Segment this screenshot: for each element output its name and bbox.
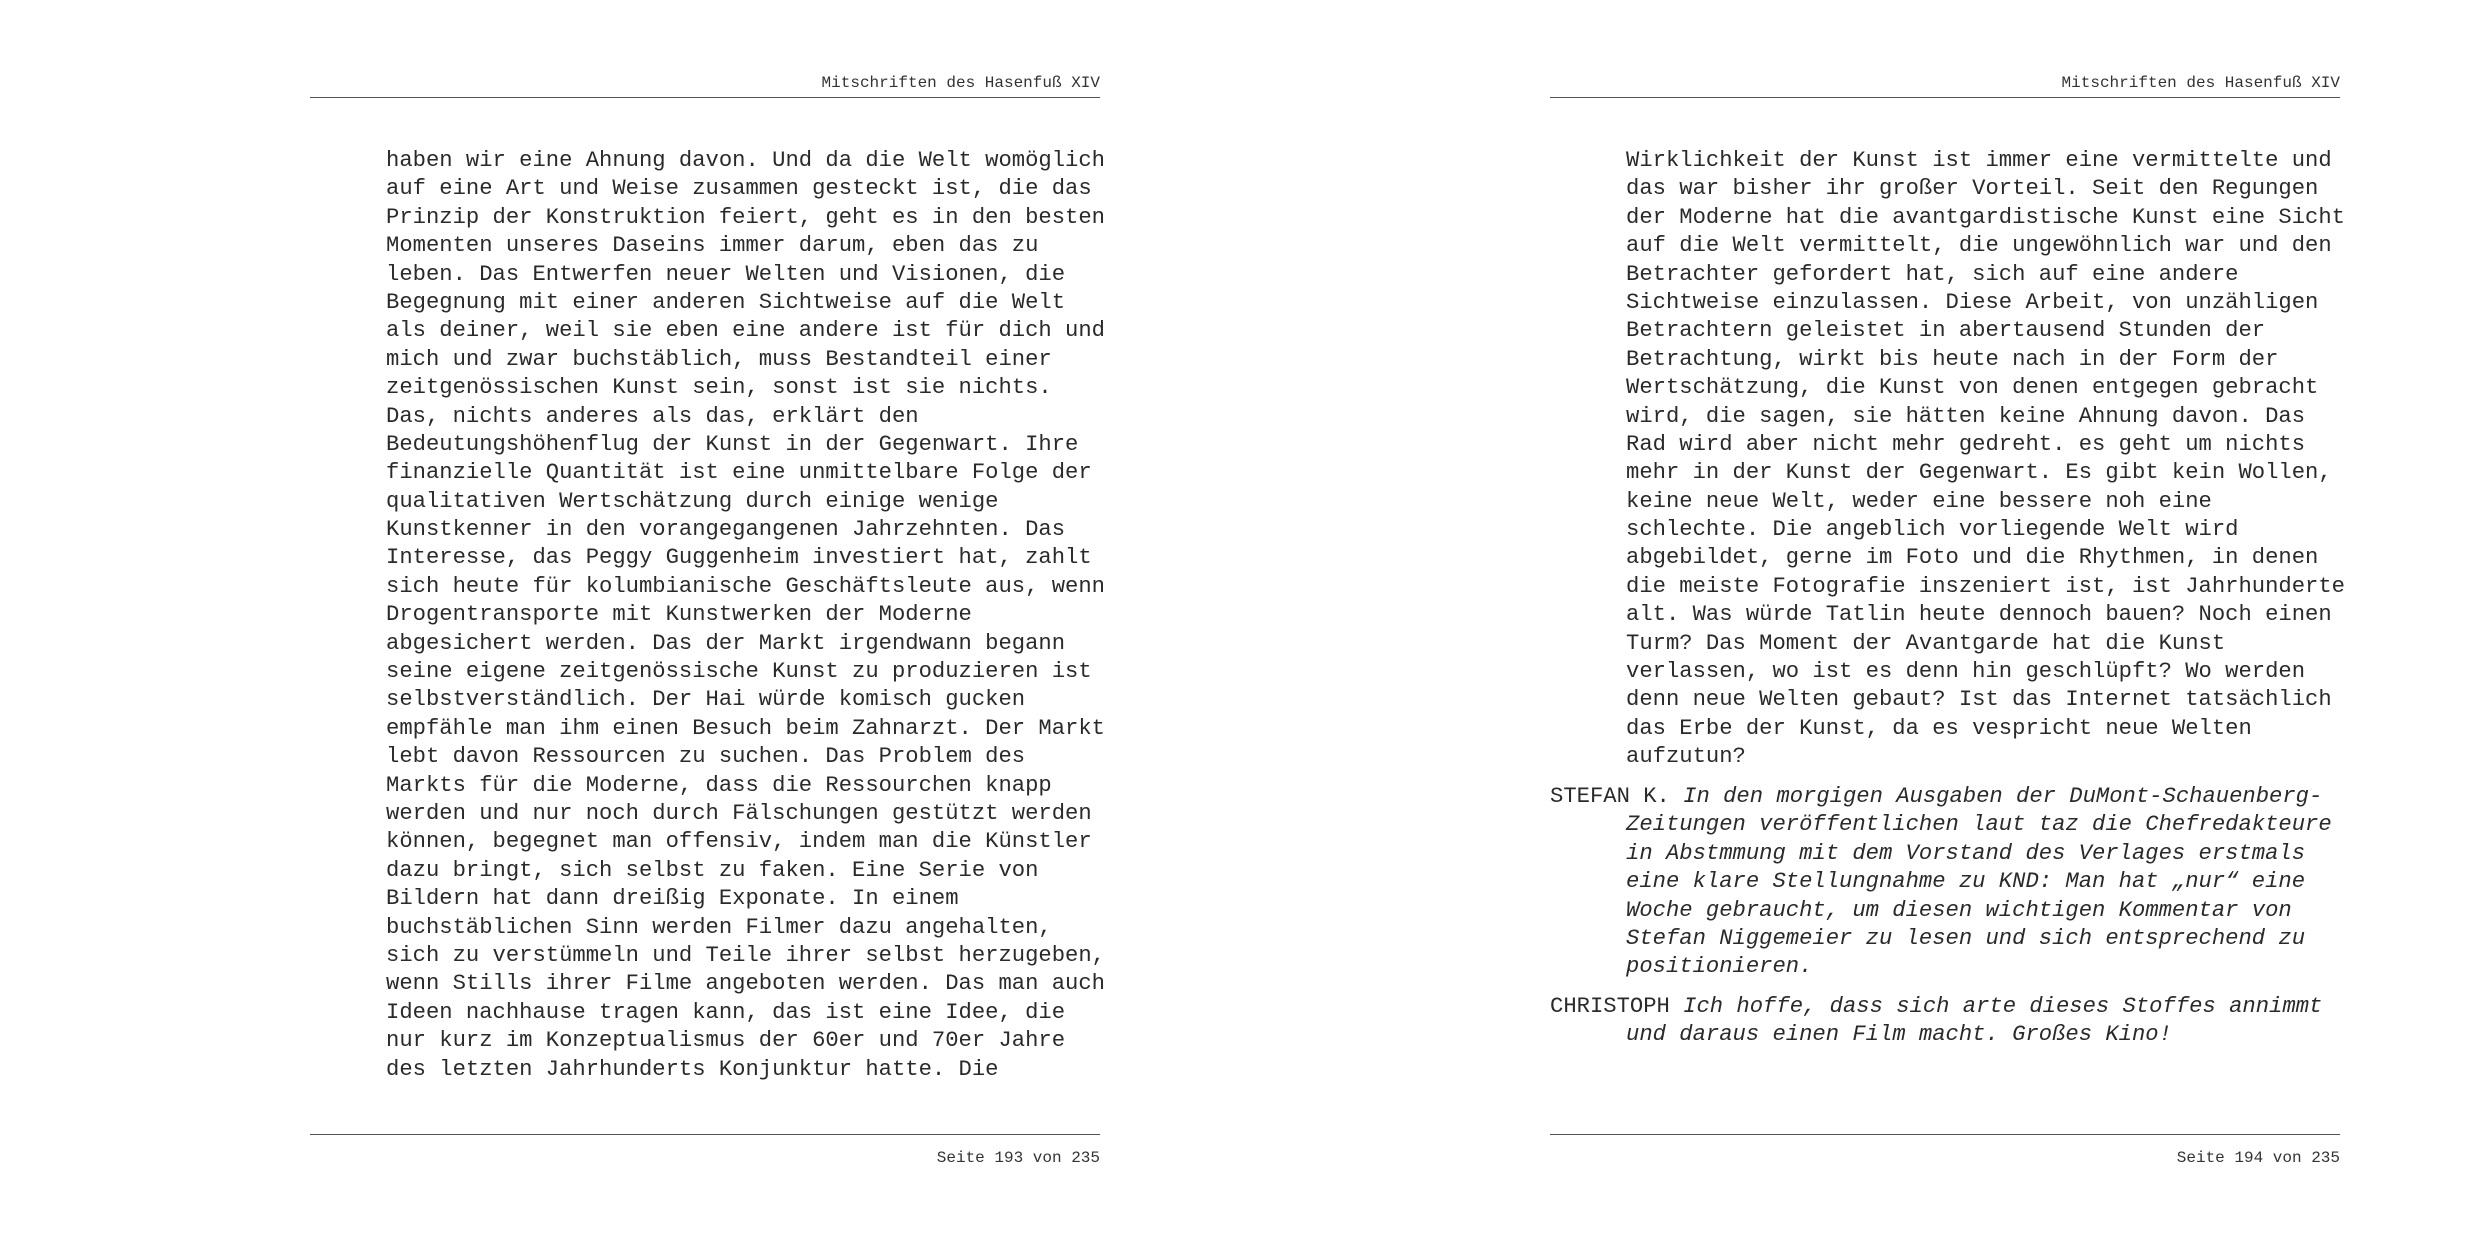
- text-line: Das, nichts anderes als das, erklärt den: [386, 403, 919, 429]
- text-line: selbstverständlich. Der Hai würde komisch gucken: [386, 687, 1026, 713]
- text-line: qualitativen Wertschätzung durch einige wenige: [386, 488, 999, 514]
- speech-line: positionieren.: [1626, 954, 1813, 980]
- text-line: schlechte. Die angeblich vorliegende Welt wird: [1626, 517, 2239, 543]
- page-number: Seite 193 von 235: [936, 1149, 1100, 1167]
- text-line: dazu bringt, sich selbst zu faken. Eine Serie von: [386, 857, 1039, 883]
- speech-block: [1550, 783, 2340, 982]
- text-line: Betrachter gefordert hat, sich auf eine andere: [1626, 261, 2239, 287]
- right-page: [1550, 0, 2345, 1240]
- text-line: alt. Was würde Tatlin heute dennoch bauen? Noch einen: [1626, 602, 2332, 628]
- speech-first-line: [1550, 783, 2340, 811]
- text-line: Momenten unseres Daseins immer darum, eben das zu: [386, 233, 1039, 259]
- body-text: [386, 147, 1105, 1084]
- text-line: auf die Welt vermittelt, die ungewöhnlich war und den: [1626, 233, 2332, 259]
- text-line: mehr in der Kunst der Gegenwart. Es gibt kein Wollen,: [1626, 460, 2332, 486]
- text-line: sich heute für kolumbianische Geschäftsleute aus, wenn: [386, 573, 1105, 599]
- speech-line: in Abstmmung mit dem Vorstand des Verlages erstmals: [1626, 840, 2306, 866]
- text-line: wird, die sagen, sie hätten keine Ahnung davon. Das: [1626, 403, 2306, 429]
- text-line: denn neue Welten gebaut? Ist das Internet tatsächlich: [1626, 687, 2332, 713]
- text-line: werden und nur noch durch Fälschungen gestützt werden: [386, 800, 1092, 826]
- text-line: seine eigene zeitgenössische Kunst zu produzieren ist: [386, 659, 1092, 685]
- text-line: zeitgenössischen Kunst sein, sonst ist sie nichts.: [386, 375, 1052, 401]
- text-line: Bildern hat dann dreißig Exponate. In einem: [386, 886, 959, 912]
- text-line: Sichtweise einzulassen. Diese Arbeit, von unzähligen: [1626, 289, 2319, 315]
- text-line: Wirklichkeit der Kunst ist immer eine vermittelte und: [1626, 148, 2332, 173]
- text-line: buchstäblichen Sinn werden Filmer dazu angehalten,: [386, 914, 1052, 940]
- text-line: leben. Das Entwerfen neuer Welten und Visionen, die: [386, 261, 1066, 287]
- text-line: Betrachtung, wirkt bis heute nach in der Form der: [1626, 346, 2279, 372]
- text-line: nur kurz im Konzeptualismus der 60er und 70er Jahre: [386, 1028, 1066, 1054]
- text-line: Markts für die Moderne, dass die Ressourchen knapp: [386, 772, 1052, 798]
- text-line: Interesse, das Peggy Guggenheim investiert hat, zahlt: [386, 545, 1092, 571]
- text-line: lebt davon Ressourcen zu suchen. Das Problem des: [386, 744, 1026, 770]
- text-line: aufzutun?: [1626, 744, 1746, 770]
- text-line: abgebildet, gerne im Foto und die Rhythmen, in denen: [1626, 545, 2319, 571]
- speech-block: [1550, 993, 2340, 1050]
- text-line: die meiste Fotografie inszeniert ist, ist Jahrhunderte: [1626, 573, 2345, 599]
- text-line: Kunstkenner in den vorangegangenen Jahrzehnten. Das: [386, 517, 1066, 543]
- text-line: keine neue Welt, weder eine bessere noh eine: [1626, 488, 2212, 514]
- text-line: mich und zwar buchstäblich, muss Bestandteil einer: [386, 346, 1052, 372]
- text-line: Turm? Das Moment der Avantgarde hat die Kunst: [1626, 630, 2226, 656]
- footer-rule: [1550, 1134, 2340, 1135]
- speaker-name: CHRISTOPH: [1550, 994, 1670, 1019]
- text-line: auf eine Art und Weise zusammen gesteckt ist, die das: [386, 176, 1092, 202]
- running-head: Mitschriften des Hasenfuß XIV: [2061, 74, 2340, 92]
- speech-text: In den morgigen Ausgaben der DuMont-Schauenberg-: [1683, 784, 2323, 809]
- speaker-name: STEFAN K.: [1550, 784, 1670, 809]
- text-line: Rad wird aber nicht mehr gedreht. es geht um nichts: [1626, 431, 2306, 457]
- text-line: finanzielle Quantität ist eine unmittelbare Folge der: [386, 460, 1092, 486]
- header-rule: [1550, 97, 2340, 98]
- speech-line: eine klare Stellungnahme zu KND: Man hat „nur“ eine: [1626, 869, 2306, 895]
- text-line: Betrachtern geleistet in abertausend Stunden der: [1626, 318, 2266, 344]
- speech-text: Ich hoffe, dass sich arte dieses Stoffes annimmt: [1683, 994, 2323, 1019]
- speech-line: Stefan Niggemeier zu lesen und sich entsprechend zu: [1626, 925, 2306, 951]
- text-line: Ideen nachhause tragen kann, das ist eine Idee, die: [386, 999, 1066, 1025]
- text-line: das Erbe der Kunst, da es vespricht neue Welten: [1626, 715, 2252, 741]
- text-line: sich zu verstümmeln und Teile ihrer selbst herzugeben,: [386, 942, 1105, 968]
- text-line: als deiner, weil sie eben eine andere ist für dich und: [386, 318, 1105, 344]
- text-line: wenn Stills ihrer Filme angeboten werden. Das man auch: [386, 971, 1105, 997]
- speech-line: Zeitungen veröffentlichen laut taz die Chefredakteure: [1626, 812, 2332, 838]
- text-line: Bedeutungshöhenflug der Kunst in der Gegenwart. Ihre: [386, 431, 1079, 457]
- text-line: der Moderne hat die avantgardistische Kunst eine Sicht: [1626, 204, 2345, 230]
- text-line: verlassen, wo ist es denn hin geschlüpft? Wo werden: [1626, 659, 2306, 685]
- text-line: abgesichert werden. Das der Markt irgendwann begann: [386, 630, 1066, 656]
- text-line: Wertschätzung, die Kunst von denen entgegen gebracht: [1626, 375, 2319, 401]
- speech-first-line: [1550, 993, 2340, 1021]
- text-line: können, begegnet man offensiv, indem man die Künstler: [386, 829, 1092, 855]
- text-line: Begegnung mit einer anderen Sichtweise auf die Welt: [386, 289, 1066, 315]
- text-line: Drogentransporte mit Kunstwerken der Moderne: [386, 602, 972, 628]
- text-line: Prinzip der Konstruktion feiert, geht es in den besten: [386, 204, 1105, 230]
- footer-rule: [310, 1134, 1100, 1135]
- text-line: des letzten Jahrhunderts Konjunktur hatte. Die: [386, 1056, 999, 1082]
- speech-line: und daraus einen Film macht. Großes Kino!: [1626, 1022, 2172, 1048]
- text-line: das war bisher ihr großer Vorteil. Seit den Regungen: [1626, 176, 2319, 202]
- speech-line: Woche gebraucht, um diesen wichtigen Kommentar von: [1626, 897, 2292, 923]
- running-head: Mitschriften des Hasenfuß XIV: [821, 74, 1100, 92]
- page-number: Seite 194 von 235: [2176, 1149, 2340, 1167]
- header-rule: [310, 97, 1100, 98]
- text-line: empfähle man ihm einen Besuch beim Zahnarzt. Der Markt: [386, 715, 1105, 741]
- text-line: haben wir eine Ahnung davon. Und da die Welt womöglich: [386, 148, 1105, 173]
- left-page: [310, 0, 1105, 1240]
- body-text: [1626, 147, 2345, 772]
